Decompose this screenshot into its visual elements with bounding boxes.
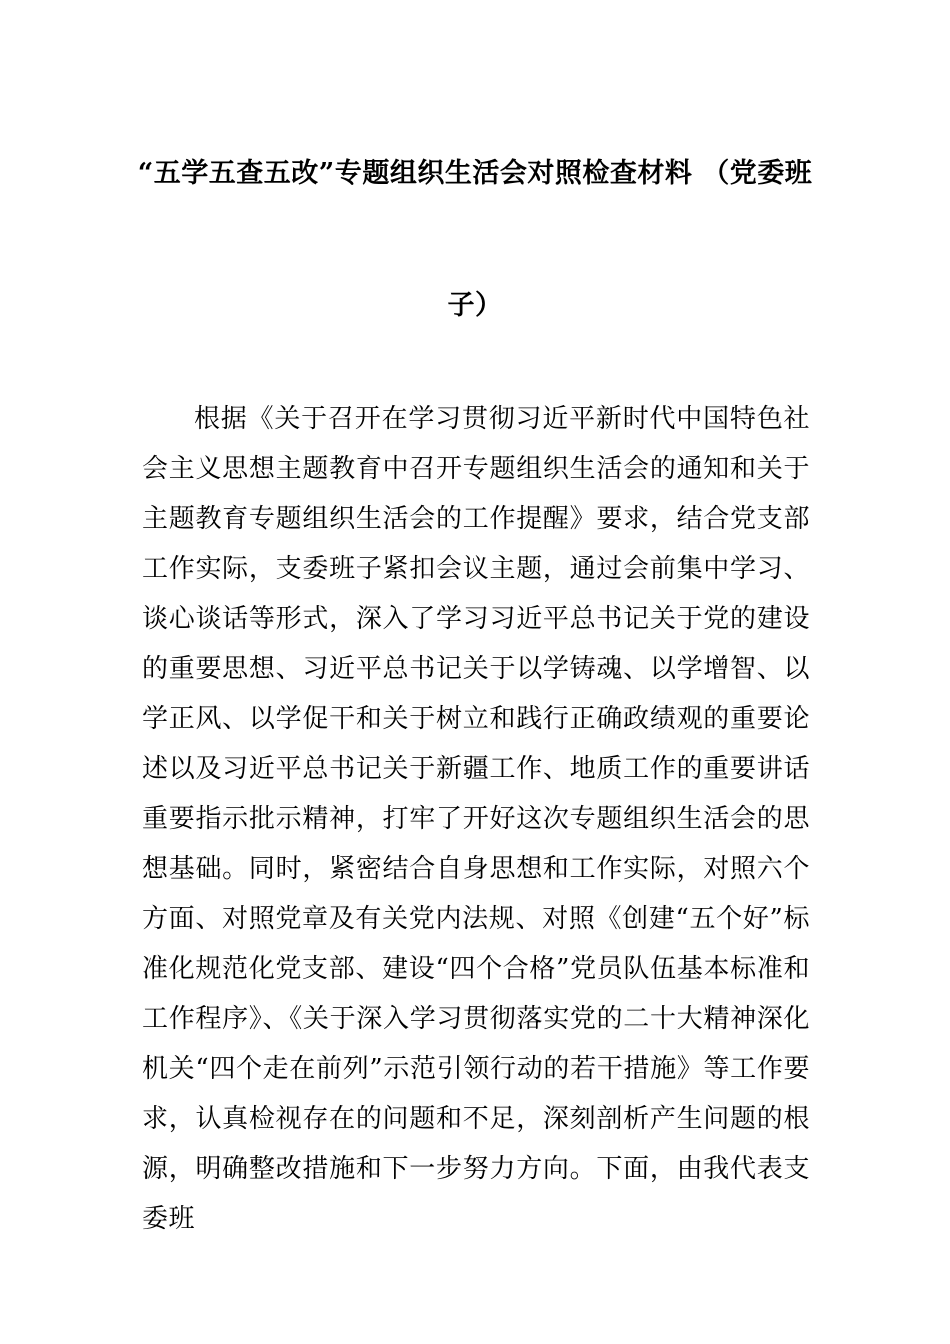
body-paragraph: 根据《关于召开在学习贯彻习近平新时代中国特色社会主义思想主题教育中召开专题组织生活会的通知和关于主题教育专题组织生活会的工作提醒》要求，结合党支部工作实际，支委班子紧扣会议主题，通过会前集中学习、谈心谈话等形式，深入了学习习近平总书记关于党的建设的重要思想、习近平总书记关于以学铸魂、以学增智、以学正风、以学促干和关于树立和践行正确政绩观的重要论述以及习近平总书记关于新疆工作、地质工作的重要讲话重要指示批示精神，打牢了开好这次专题组织生活会的思想基础。同时，紧密结合自身思想和工作实际，对照六个方面、对照党章及有关党内法规、对照《创建“五个好”标准化规范化党支部、建设“四个合格”党员队伍基本标准和工作程序》、《关于深入学习贯彻落实党的二十大精神深化机关“四个走在前列”示范引领行动的若干措施》等工作要求，认真检视存在的问题和不足，深刻剖析产生问题的根源，明确整改措施和下一步努力方向。下面，由我代表支委班: [142, 404, 810, 1234]
document-body: [142, 394, 810, 1244]
document-title: “五学五查五改”专题组织生活会对照检查材料 （党委班子）: [137, 158, 813, 321]
